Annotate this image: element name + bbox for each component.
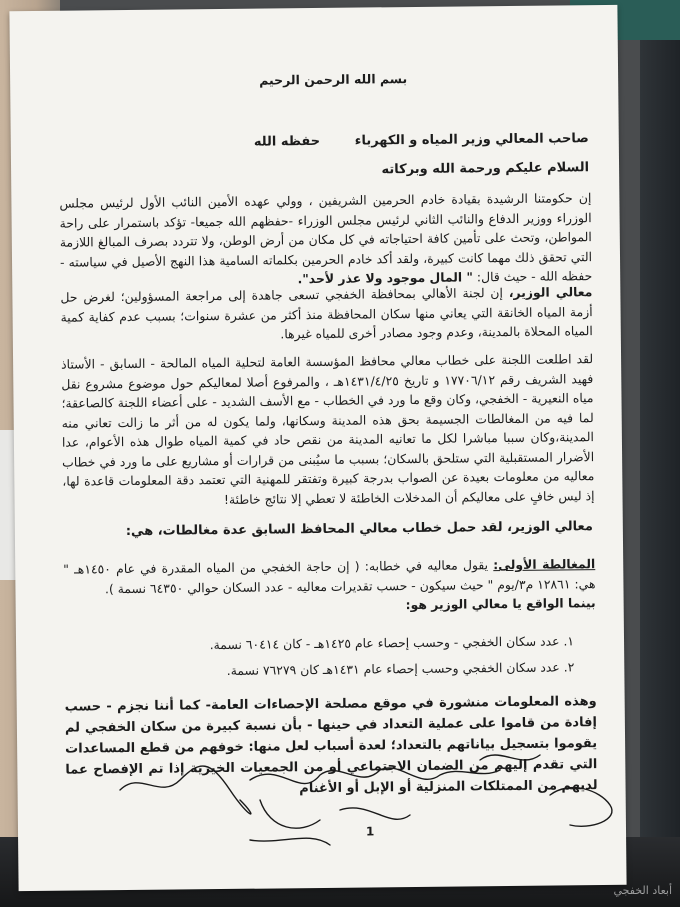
addressee: صاحب المعالي وزير المياه و الكهرباء: [354, 131, 589, 149]
list-item: ٢. عدد سكان الخفجي وحسب إحصاء عام ١٤٣١هـ كان ٧٦٢٧٩ نسمة.: [226, 658, 575, 678]
page-number: 1: [365, 824, 375, 839]
paragraph-2-text: إن لجنة الأهالي بمحافظة الخفجي تسعى جاهدة إلى مراجعة المسؤولين؛ لغرض حل أزمة المياه الخانقة التي يعاني منها سكان المحافظة منذ أكثر من عشرة سنوات؛ بسبب عدم كفاية كمية المياه المحلاة بالمدينة، وعدم وجود مصادر أخرى للمياه غيرها.: [60, 285, 593, 342]
section-heading: معالي الوزير، لقد حمل خطاب معالي المحافظ السابق عدة مغالطات، هي:: [125, 519, 593, 540]
paragraph-4-text: يقول معاليه في خطابه: ( إن حاجة الخفجي من المياه المقدرة في عام ١٤٥٠هـ " هي: ١٢٨٦١ م٣/يوم " حيث سيكون - حسب تقديرات معاليه - عدد السكان حوالي ٦٤٣٥٠ نسمة ).: [63, 557, 596, 596]
first-fallacy-label: المغالطة الأولى:: [493, 556, 596, 573]
greeting: السلام عليكم ورحمة الله وبركاته: [381, 160, 590, 178]
hafiz-text: حفظه الله: [253, 133, 321, 150]
paragraph-2: [60, 282, 593, 346]
watermark: أبعاد الخفجي: [613, 884, 672, 897]
paragraph-4: [63, 554, 596, 618]
paragraph-5: وهذه المعلومات منشورة في موقع مصلحة الإحصاءات العامة- كما أننا نجزم - حسب إفادة من قاموا على عملية التعداد في حينها - بأن نسبة كبيرة من سكان الخفجي لم يقوموا بتسجيل بياناتهم بالتعداد؛ لعدة أسباب لعل منها: خوفهم من قطع المساعدات التي تقدم إليهم من الضمان الاجتماعي أو من الجمعيات الخيرية إذا تم الإفصاح عما لديهم من الممتلكات المنزلية أو الإبل أو الأغنام: [64, 694, 598, 797]
population-list: [64, 631, 575, 687]
letter-page: [9, 5, 626, 891]
basmala: بسم الله الرحمن الرحيم: [259, 71, 408, 88]
paragraph-1: [59, 188, 592, 291]
paragraph-3: لقد اطلعت اللجنة على خطاب معالي محافظ المؤسسة العامة لتحلية المياه المالحة - السابق - الأستاذ فهيد الشريف رقم ١٧٧٠٦/١٢ و تاريخ ١٤٣١/٤/٢٥هـ ، والمرفوع أصلا لمعاليكم حول موضوع مشروع نقل مياه النعيرية - الخفجي، وكان وقع ما ورد في الخطاب - مع الأسف الشديد - على أعضاء اللجنة كالصاعقة؛ لما فيه من المغالطات الجسيمة بحق هذه المدينة وسكانها، ولما يكون له من أثر ما زالت تعاني منه المدينة،وكان سببا مباشرا لكل ما تعانيه المدينة من نقص حاد في كمية المياه طوال هذه الأعوام، عدا الأضرار المستقبلية التي ستلحق بالسكان؛ بسبب ما سيُبنى من قرارات أو مشاريع على ما ورد في خطاب معاليه من معلومات بعيدة عن الصواب بدرجة كبيرة وتفتقر للمهنية التي تعتمد دقة المعلومات قاعدة لها، إذ ليس خافٍ على معاليكم أن المدخلات الخاطئة لا تعطي إلا نتائج خاطئة!: [61, 351, 595, 507]
letter-body: [57, 5, 616, 891]
paragraph-1-text: إن حكومتنا الرشيدة بقيادة خادم الحرمين الشريفين ، وولي عهده الأمين النائب الأول لرئيس مجلس الوزراء ووزير الدفاع والنائب الثاني لرئيس مجلس الوزراء -حفظهم الله جميعا- تؤكد باستمرار على راحة المواطن، وتحث على تأمين كافة احتياجاته في كل مكان من أرض الوطن، ولا تتردد بصرف المبالغ اللازمة التي تحقق ذلك مهما كانت كبيرة، ولقد أكد خادم الحرمين بكلماته السامية هذا النهج الأصيل في سياسته - حفظه الله - حيث قال:: [59, 190, 593, 285]
king-quote: " المال موجود ولا عذر لأحد".: [297, 269, 473, 287]
background-right: [640, 0, 680, 907]
reality-line: بينما الواقع يا معالي الوزير هو:: [405, 595, 596, 613]
paragraph-2-lead: معالي الوزير،: [508, 284, 593, 300]
list-item: ١. عدد سكان الخفجي - وحسب إحصاء عام ١٤٢٥هـ - كان ٦٠٤١٤ نسمة.: [209, 633, 575, 653]
addressee-line: [59, 129, 589, 154]
